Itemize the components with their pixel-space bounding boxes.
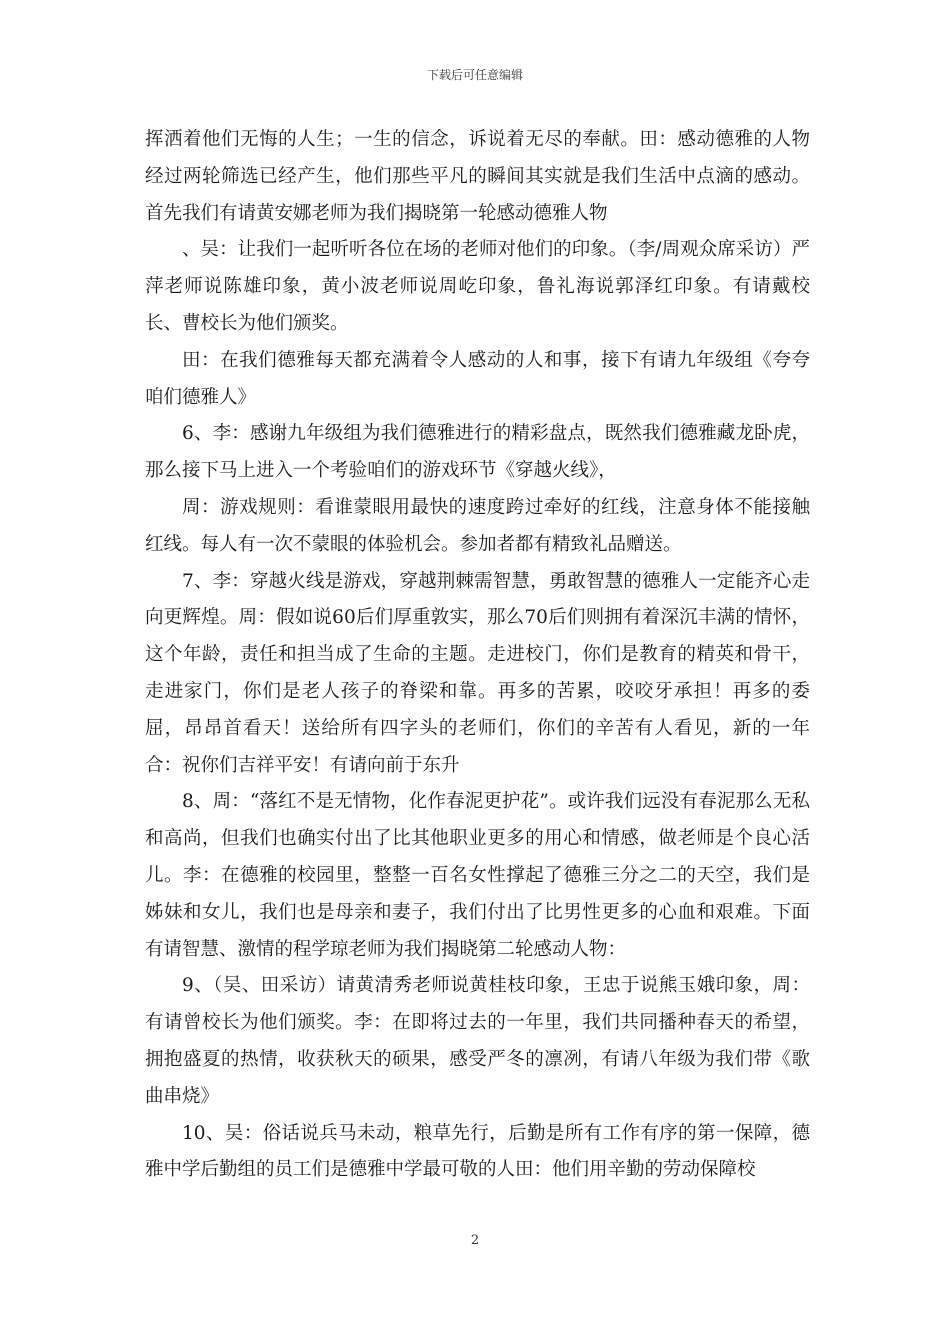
paragraph-5: 周：游戏规则：看谁蒙眼用最快的速度跨过牵好的红线，注意身体不能接触红线。每人有一次不蒙眼的体验机会。参加者都有精致礼品赠送。: [145, 496, 810, 555]
document-body: [145, 122, 810, 1189]
paragraph-1: 挥洒着他们无悔的人生；一生的信念，诉说着无尽的奉献。田：感动德雅的人物经过两轮筛选已经产生，他们那些平凡的瞬间其实就是我们生活中点滴的感动。首先我们有请黄安娜老师为我们揭晓第一轮感动德雅人物: [145, 129, 810, 224]
paragraph-7: 8、周：“落红不是无情物，化作春泥更护花”。或许我们远没有春泥那么无私和高尚，但我们也确实付出了比其他职业更多的用心和情感，做老师是个良心活儿。李：在德雅的校园里，整整一百名女性撑起了德雅三分之二的天空，我们是姊妹和女儿，我们也是母亲和妻子，我们付出了比男性更多的心血和艰难。下面有请智慧、激情的程学琼老师为我们揭晓第二轮感动人物：: [145, 791, 810, 960]
paragraph-9: 10、吴：俗话说兵马未动，粮草先行，后勤是所有工作有序的第一保障，德雅中学后勤组的员工们是德雅中学最可敬的人田：他们用辛勤的劳动保障校: [145, 1122, 810, 1181]
page-header: 下载后可任意编辑: [426, 68, 523, 82]
paragraph-3: 田：在我们德雅每天都充满着令人感动的人和事，接下有请九年级组《夸夸咱们德雅人》: [145, 349, 810, 408]
paragraph-6: 7、李：穿越火线是游戏，穿越荆棘需智慧，勇敢智慧的德雅人一定能齐心走向更辉煌。周：假如说60后们厚重敦实，那么70后们则拥有着深沉丰满的情怀，这个年龄，责任和担当成了生命的主题。走进校门，你们是教育的精英和骨干，走进家门，你们是老人孩子的脊梁和靠。再多的苦累，咬咬牙承担！再多的委屈，昂昂首看天！送给所有四字头的老师们，你们的辛苦有人看见，新的一年合：祝你们吉祥平安！有请向前于东升: [145, 570, 810, 776]
page-number: 2: [470, 1233, 480, 1248]
paragraph-8: 9、（吴、田采访）请黄清秀老师说黄桂枝印象，王忠于说熊玉娥印象，周：有请曾校长为他们颁奖。李：在即将过去的一年里，我们共同播种春天的希望，拥抱盛夏的热情，收获秋天的硕果，感受严冬的凛冽，有请八年级为我们带《歌曲串烧》: [145, 975, 810, 1107]
paragraph-2: 、吴：让我们一起听听各位在场的老师对他们的印象。（李/周观众席采访）严萍老师说陈雄印象，黄小波老师说周屹印象，鲁礼海说郭泽红印象。有请戴校长、曹校长为他们颁奖。: [145, 239, 810, 334]
paragraph-4: 6、李：感谢九年级组为我们德雅进行的精彩盘点，既然我们德雅藏龙卧虎，那么接下马上进入一个考验咱们的游戏环节《穿越火线》，: [145, 423, 810, 482]
